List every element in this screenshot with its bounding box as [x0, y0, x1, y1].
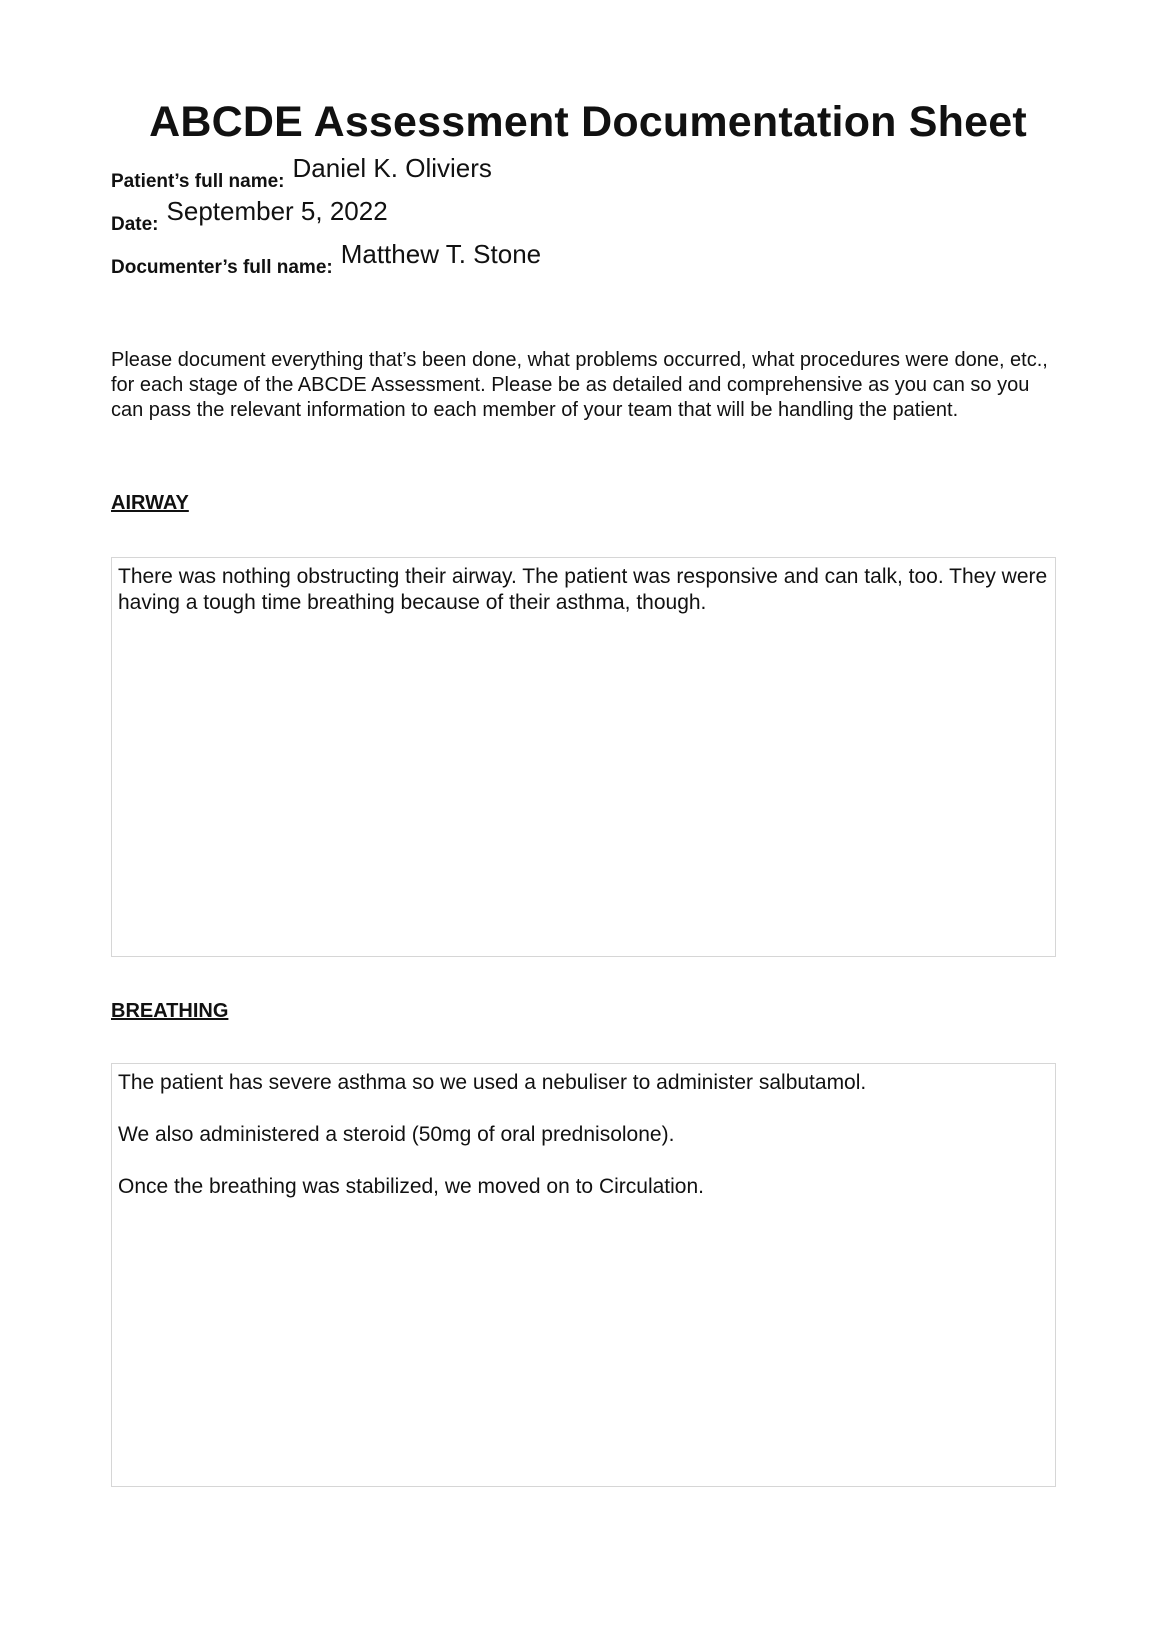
breathing-paragraph: We also administered a steroid (50mg of oral prednisolone). — [118, 1123, 675, 1146]
page-title: ABCDE Assessment Documentation Sheet — [149, 98, 1027, 146]
date-label: Date: — [111, 214, 159, 235]
breathing-heading: BREATHING — [111, 1000, 229, 1022]
patient-name-row — [111, 153, 492, 194]
airway-entry-box[interactable] — [111, 557, 1056, 957]
patient-name-value[interactable]: Daniel K. Oliviers — [292, 153, 492, 183]
patient-name-label: Patient’s full name: — [111, 171, 285, 192]
breathing-entry-box[interactable] — [111, 1063, 1056, 1487]
breathing-paragraph: Once the breathing was stabilized, we moved on to Circulation. — [118, 1175, 704, 1198]
date-value[interactable]: September 5, 2022 — [166, 196, 388, 226]
instructions-text: Please document everything that’s been done, what problems occurred, what procedures were done, etc., for each stage of the ABCDE Assessment. Please be as detailed and comprehensive as you can so you can pass the relevant information to each member of your team that will be handling the patient. — [111, 349, 1048, 421]
documenter-name-label: Documenter’s full name: — [111, 257, 333, 278]
airway-paragraph: There was nothing obstructing their airway. The patient was responsive and can talk, too. They were having a tough time breathing because of their asthma, though. — [118, 565, 1048, 614]
date-row — [111, 196, 388, 237]
breathing-paragraph: The patient has severe asthma so we used a nebuliser to administer salbutamol. — [118, 1071, 867, 1094]
airway-heading: AIRWAY — [111, 492, 189, 514]
documenter-name-row — [111, 239, 542, 280]
documenter-name-value[interactable]: Matthew T. Stone — [340, 239, 542, 269]
